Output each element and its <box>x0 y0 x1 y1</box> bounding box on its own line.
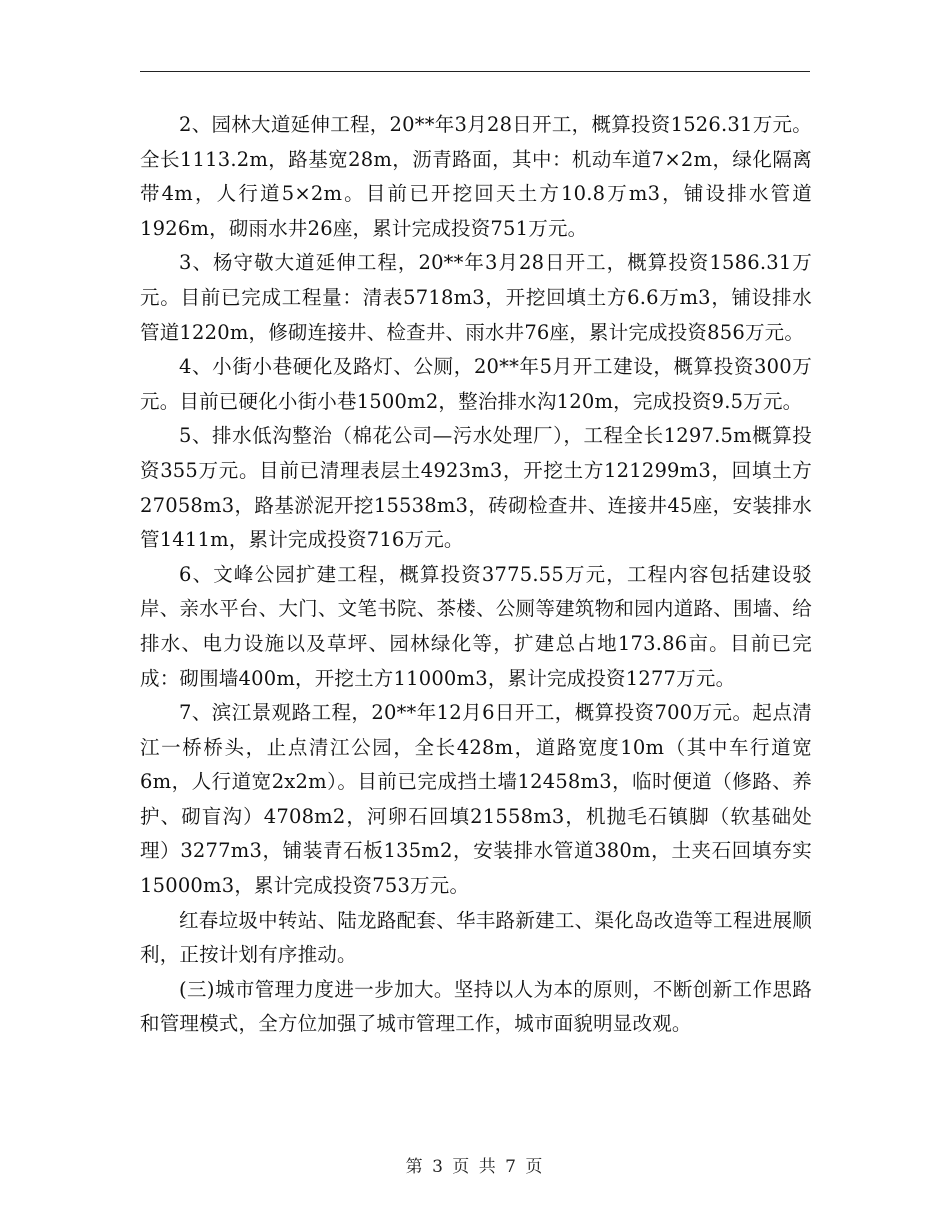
page-number: 第 3 页 共 7 页 <box>405 1157 545 1177</box>
paragraph-alleys-lighting: 4、小街小巷硬化及路灯、公厕，20**年5月开工建设，概算投资300万元。目前已硬化小街小巷1500m2，整治排水沟120m，完成投资9.5万元。 <box>140 355 812 413</box>
paragraph-yangshoujing-avenue: 3、杨守敬大道延伸工程，20**年3月28日开工，概算投资1586.31万元。目前已完成工程量：清表5718m3，开挖回填土方6.6万m3，铺设排水管道1220m，修砌连接井、检查井、雨水井76座，累计完成投资856万元。 <box>140 251 812 344</box>
paragraph-yuanlin-avenue: 2、园林大道延伸工程，20**年3月28日开工，概算投资1526.31万元。全长1113.2m，路基宽28m，沥青路面，其中：机动车道7×2m，绿化隔离带4m，人行道5×2m。目前已开挖回天土方10.8万m3，铺设排水管道1926m，砌雨水井26座，累计完成投资751万元。 <box>140 113 812 240</box>
paragraph-city-management: (三)城市管理力度进一步加大。坚持以人为本的原则，不断创新工作思路和管理模式，全方位加强了城市管理工作，城市面貌明显改观。 <box>140 977 812 1036</box>
paragraph-drainage-ditch: 5、排水低沟整治（棉花公司—污水处理厂），工程全长1297.5m概算投资355万元。目前已清理表层土4923m3，开挖土方121299m3，回填土方27058m3，路基淤泥开挖15538m3，砖砌检查井、连接井45座，安装排水管1411m，累计完成投资716万元。 <box>140 424 812 552</box>
paragraph-wenfeng-park: 6、文峰公园扩建工程，概算投资3775.55万元，工程内容包括建设驳岸、亲水平台、大门、文笔书院、茶楼、公厕等建筑物和园内道路、围墙、给排水、电力设施以及草坪、园林绿化等，扩建总占地173.86亩。目前已完成：砌围墙400m，开挖土方11000m3，累计完成投资1277万元。 <box>140 562 812 690</box>
document-body <box>140 108 812 1042</box>
paragraph-riverside-road: 7、滨江景观路工程，20**年12月6日开工，概算投资700万元。起点清江一桥桥头，止点清江公园，全长428m，道路宽度10m（其中车行道宽6m，人行道宽2x2m）。目前已完成挡土墙12458m3，临时便道（修路、养护、砌盲沟）4708m2，河卵石回填21558m3，机抛毛石镇脚（软基础处理）3277m3，铺装青石板135m2，安装排水管道380m，土夹石回填夯实15000m3，累计完成投资753万元。 <box>140 701 812 898</box>
paragraph-other-projects: 红春垃圾中转站、陆龙路配套、华丰路新建工、渠化岛改造等工程进展顺利，正按计划有序推动。 <box>140 908 812 967</box>
header-rule <box>140 71 810 72</box>
